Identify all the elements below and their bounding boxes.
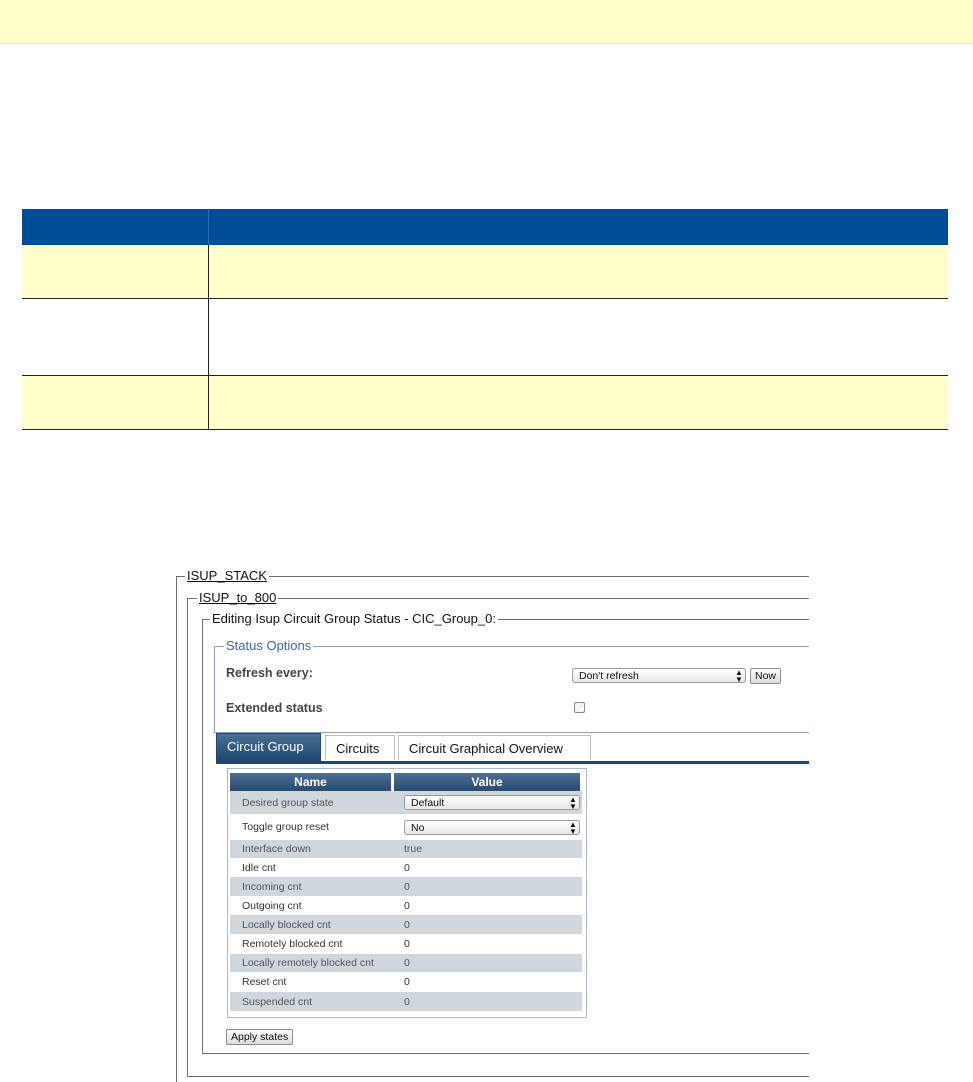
- extended-status-label: Extended status: [226, 701, 323, 715]
- toggle-group-reset-value: No: [411, 821, 425, 834]
- grid-row-name: Locally blocked cnt: [242, 918, 331, 931]
- grid-row-name: Interface down: [242, 843, 311, 855]
- grid-row: [230, 972, 582, 992]
- grid-row-value: 0: [404, 880, 410, 893]
- up-down-arrows-icon: ▲ ▼: [569, 795, 577, 811]
- up-down-arrows-icon: ▲ ▼: [569, 819, 577, 836]
- parameter-table-header: [22, 209, 948, 245]
- grid-row-value: [394, 795, 580, 810]
- web-ui-screenshot: [172, 566, 809, 1082]
- grid-row: [230, 858, 582, 877]
- editing-legend: Editing Isup Circuit Group Status - CIC_Group_0:: [212, 611, 496, 626]
- grid-row-value: 0: [404, 995, 410, 1008]
- grid-row: [230, 896, 582, 915]
- grid-row: [230, 840, 582, 858]
- grid-row-name: Remotely blocked cnt: [242, 938, 343, 950]
- grid-row-name: Reset cnt: [242, 976, 287, 988]
- document-header-band: [0, 0, 973, 44]
- extended-status-checkbox[interactable]: [574, 702, 585, 713]
- grid-row-name: Outgoing cnt: [242, 899, 302, 912]
- tab-circuit-graphical-overview[interactable]: Circuit Graphical Overview: [398, 735, 591, 760]
- grid-row-value: 0: [404, 976, 410, 988]
- parameter-row: [22, 245, 948, 299]
- link-legend[interactable]: ISUP_to_800: [199, 590, 277, 605]
- grid-row-name: Toggle group reset: [242, 821, 329, 833]
- grid-row: [230, 992, 582, 1011]
- grid-header-name: Name: [230, 773, 391, 791]
- grid-row: [230, 934, 582, 954]
- grid-row-value: 0: [404, 861, 410, 874]
- tab-circuits[interactable]: Circuits: [325, 735, 395, 760]
- grid-row: [230, 915, 582, 934]
- status-grid: [230, 773, 582, 1011]
- grid-row: [230, 791, 582, 814]
- toggle-group-reset-select[interactable]: [404, 820, 580, 835]
- parameter-table: [22, 209, 948, 430]
- parameter-row: [22, 299, 948, 376]
- grid-row-name: Locally remotely blocked cnt: [242, 957, 374, 969]
- grid-row-name: Desired group state: [242, 796, 334, 809]
- grid-row: [230, 877, 582, 896]
- apply-states-button[interactable]: Apply states: [226, 1029, 293, 1045]
- refresh-select-value: Don't refresh: [579, 670, 639, 682]
- refresh-select[interactable]: [572, 668, 746, 683]
- desired-group-state-value: Default: [411, 797, 445, 809]
- grid-row-value: 0: [404, 957, 410, 969]
- grid-row-value: 0: [404, 938, 410, 950]
- grid-row-name: Suspended cnt: [242, 995, 313, 1008]
- refresh-label: Refresh every:: [226, 666, 313, 680]
- refresh-now-button[interactable]: Now: [750, 668, 781, 684]
- grid-header-value: Value: [394, 773, 580, 791]
- desired-group-state-select[interactable]: [404, 795, 580, 810]
- grid-row-value: true: [404, 843, 423, 855]
- grid-row-value: 0: [404, 899, 410, 912]
- stack-legend[interactable]: ISUP_STACK: [187, 568, 267, 583]
- grid-row: [230, 814, 582, 840]
- status-options-legend: Status Options: [226, 638, 312, 653]
- grid-row-value: 0: [404, 918, 410, 931]
- grid-header: [230, 773, 582, 791]
- grid-row: [230, 954, 582, 972]
- up-down-arrows-icon: ▲ ▼: [735, 668, 743, 684]
- parameter-row: [22, 376, 948, 430]
- status-options-fieldset: [214, 646, 809, 733]
- grid-row-value: [394, 820, 580, 835]
- tab-circuit-group[interactable]: Circuit Group: [216, 733, 321, 761]
- grid-row-name: Incoming cnt: [242, 880, 302, 893]
- grid-row-name: Idle cnt: [242, 861, 276, 874]
- tab-underline: [216, 761, 809, 764]
